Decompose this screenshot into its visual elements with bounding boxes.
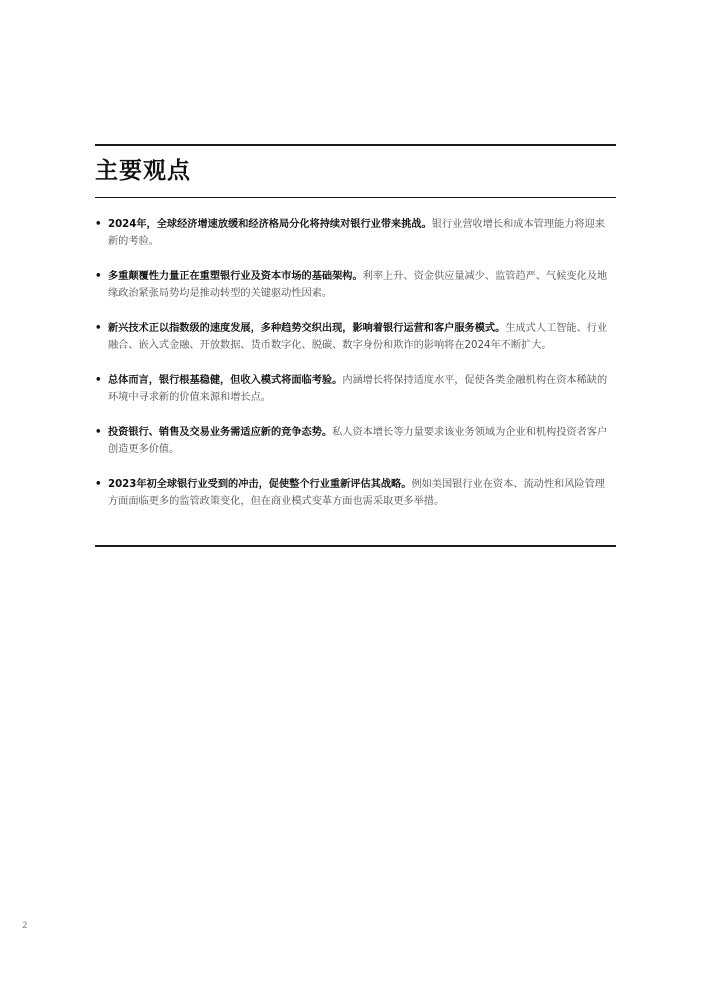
bullet-icon: • bbox=[95, 219, 102, 230]
bullet-icon: • bbox=[95, 479, 102, 490]
key-point bbox=[95, 268, 613, 302]
key-points-list bbox=[95, 216, 613, 528]
key-point-body: 私人资本增长等力量要求该业务领域为企业和机构投资者客户创造更多价值。 bbox=[108, 427, 608, 455]
bottom-rule bbox=[95, 545, 616, 547]
key-point-lead: 总体而言，银行根基稳健，但收入模式将面临考验。 bbox=[108, 375, 343, 386]
bullet-icon: • bbox=[95, 323, 102, 334]
key-point-body: 生成式人工智能、行业融合、嵌入式金融、开放数据、货币数字化、脱碳、数字身份和欺诈的影响将在2024年不断扩大。 bbox=[108, 323, 608, 351]
page-title: 主要观点 bbox=[95, 158, 191, 184]
key-point-body: 银行业营收增长和成本管理能力将迎来新的考验。 bbox=[108, 219, 605, 247]
top-rule bbox=[95, 144, 616, 146]
key-point-lead: 2024年，全球经济增速放缓和经济格局分化将持续对银行业带来挑战。 bbox=[108, 219, 432, 230]
key-point-lead: 投资银行、销售及交易业务需适应新的竞争态势。 bbox=[108, 427, 333, 438]
key-point bbox=[95, 424, 613, 458]
bullet-icon: • bbox=[95, 271, 102, 282]
page-number: 2 bbox=[22, 921, 28, 931]
key-point-lead: 新兴技术正以指数级的速度发展，多种趋势交织出现，影响着银行运营和客户服务模式。 bbox=[108, 323, 506, 334]
key-point-body: 例如美国银行业在资本、流动性和风险管理方面面临更多的监管政策变化，但在商业模式变革方面也需采取更多举措。 bbox=[108, 479, 605, 507]
key-point bbox=[95, 476, 613, 510]
title-divider bbox=[95, 197, 616, 198]
bullet-icon: • bbox=[95, 427, 102, 438]
key-point bbox=[95, 372, 613, 406]
key-point bbox=[95, 216, 613, 250]
bullet-icon: • bbox=[95, 375, 102, 386]
key-point bbox=[95, 320, 613, 354]
key-point-lead: 多重颠覆性力量正在重塑银行业及资本市场的基础架构。 bbox=[108, 271, 363, 282]
key-point-body: 内涵增长将保持适度水平，促使各类金融机构在资本稀缺的环境中寻求新的价值来源和增长点。 bbox=[108, 375, 608, 403]
key-point-body: 利率上升、资金供应量减少、监管趋严、气候变化及地缘政治紧张局势均是推动转型的关键驱动性因素。 bbox=[108, 271, 608, 299]
key-point-lead: 2023年初全球银行业受到的冲击，促使整个行业重新评估其战略。 bbox=[108, 479, 412, 490]
